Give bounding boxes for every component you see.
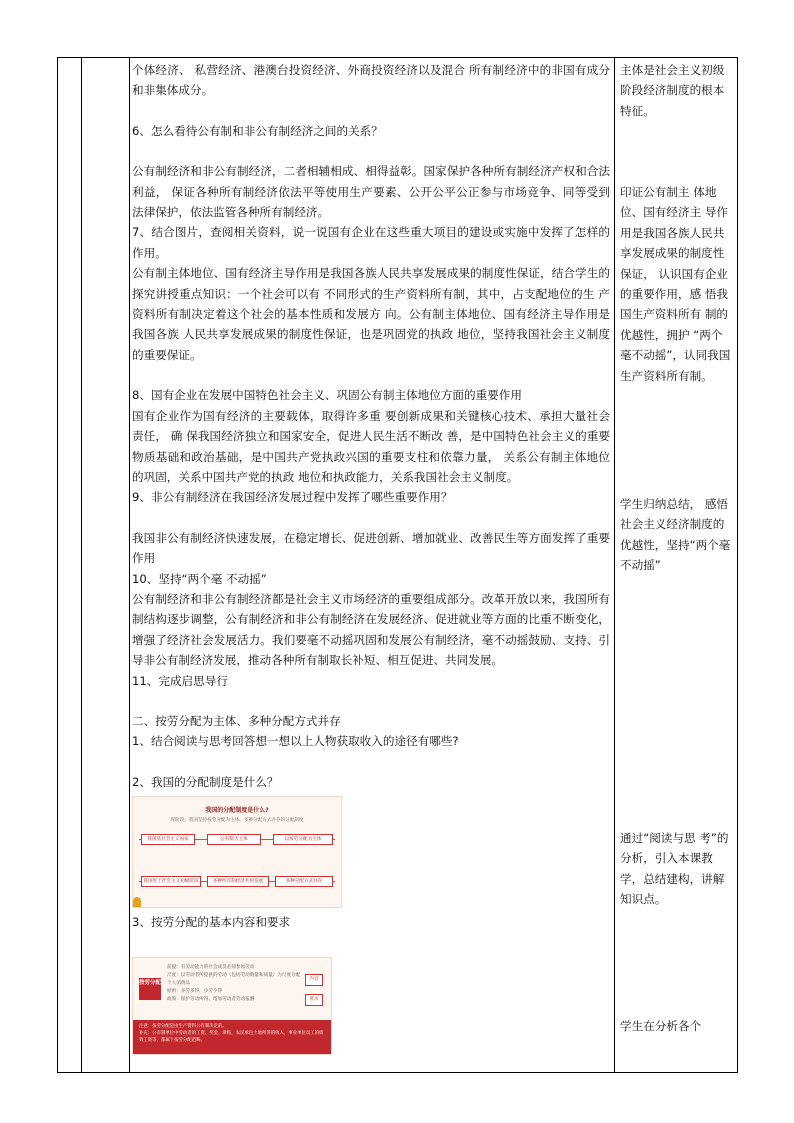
side-note-5: 学生在分析各个 [620,1019,702,1033]
figure-note: 注意：按劳分配是由生产资料公有制决定的。 [139,1023,227,1029]
side-note-1: 主体是社会主义初级阶段经济制度的根本特征。 [620,63,725,118]
figure-tag: 要求 [305,994,323,1006]
question-9: 9、非公有制经济在我国经济发展过程中发挥了哪些重要作用？ [132,490,453,505]
section-2-question-3: 3、按劳分配的基本内容和要求 [132,915,291,930]
section-2-question-1: 1、结合阅读与思考回答想一想以上人物获取收入的途径有哪些? [132,734,459,749]
answer-7: 公有制主体地位、国有经济主导作用是我国各族人民共享发展成果的制度性保证，结合学生的探究讲授重点知识：一个社会可以有 不同形式的生产资料所有制，其中，占支配地位的生 产资料所有制决定着这个社会的基本性质和发展方 向。公有制主体地位、国有经济主导作用是我国各族 人民共享发展成果的制度性保证，也是巩固党的执政 地位，坚持我国社会主义制度的重要保证。 [132,266,610,362]
figure-line: 尺度：以劳动者所提供的劳动（包括劳动数量和质量）为尺度分配个人消费品 [167,972,301,986]
figure-tag: 内容 [305,974,323,986]
figure-box: 以按劳分配为主体 [273,834,333,845]
answer-8: 国有企业作为国有经济的主要载体，取得许多重 要创新成果和关键核心技术、承担大量社会责任， 确 保我国经济独立和国家安全，促进人民生活不断改 善，是中国特色社会主义的重要物质基础和政治基础，是中国共产党执政兴国的重要支柱和依靠力量， 关系公有制主体地位的巩固，关系中国共产党的执政 地位和执政能力，关系我国社会主义制度。 [132,408,610,484]
ornament-icon [133,897,141,907]
figure-box: 我国基社会主义国家 [141,834,195,845]
figure-note: 补充：公有制单位中劳动者的工资、奖金、津贴，农民承包土地所得的收入，事业单位员工的绩效工资等，都属于按劳分配范畴。 [139,1030,324,1043]
distribution-system-figure [132,796,342,908]
section-2-heading: 二、按劳分配为主体、多种分配方式并存 [132,713,341,728]
figure-title: 我国的分配制度是什么? [205,807,269,815]
side-note-3: 学生归纳总结， 感悟社会主义经济制度的优越性，坚持“两个毫不动摇” [620,497,731,573]
intro-paragraph: 个体经济、 私营经济、港澳台投资经济、外商投资经济以及混合 所有制经济中的非国有成分和非集体成分。 [132,63,610,98]
figure-footer [133,1020,331,1054]
figure-line: 政策：保护劳动所得，增加劳动者劳动报酬 [167,996,255,1002]
figure-box: 多种分配方式并存 [275,876,333,887]
figure-box: 多种所有制经济共同发展 [207,876,269,887]
figure-lines [167,964,301,1004]
figure-box: 我国处于社会主义初级阶段 [141,876,201,887]
figure-box: 公有制为主体 [207,834,261,845]
answer-9: 我国非公有制经济快速发展，在稳定增长、促进创新、增加就业、改善民生等方面发挥了重要作用 [132,530,610,566]
answer-10: 公有制经济和非公有制经济都是社会主义市场经济的重要组成部分。改革开放以来，我国所有制结构逐步调整，公有制经济和非公有制经济在发展经济、促进就业等方面的比重不断变化，增强了经济社会发展活力。我们要毫不动摇巩固和发展公有制经济，毫不动摇鼓励、支持、引导非公有制经济发展，推动各种所有制取长补短、相互促进、共同发展。 [132,591,610,668]
figure-subtitle: 现阶段，我国坚持按劳分配为主体、多种分配方式并存的分配制度 [170,818,304,824]
answer-6: 公有制经济和非公有制经济，二者相辅相成、相得益彰。国家保护各种所有制经济产权和合法利益， 保证各种所有制经济依法平等使用生产要素、公开公平公正参与市场竞争、同等受到法律保护，依法监管各种所有制经济。 [132,164,610,220]
column-divider [614,58,615,1072]
question-10: 10、坚持“两个毫 不动摇” [132,571,267,586]
column-divider [129,58,130,1072]
side-note-2: 印证公有制主 体地位、国有经济主 导作用是我国各族人民共享发展成果的制度性保证， 认识国有企业的重要作用，感 悟我国生产资料所有 制的优越性，拥护 “两个毫不动摇”，认同我国生产资料所有制。 [620,185,731,383]
question-7: 7、结合图片，查阅相关资料，说一说国有企业在这些重大项目的建设或实施中发挥了怎样的作用。 [132,225,610,260]
figure-line: 前提：有劳动能力的社会成员必须参加劳动 [167,964,255,970]
distribution-by-work-figure [132,957,332,1055]
column-divider [81,58,82,1072]
figure-badge: 按劳分配 [139,978,161,1000]
lesson-plan-table [57,57,738,1073]
question-8: 8、国有企业在发展中国特色社会主义、巩固公有制主体地位方面的重要作用 [132,388,522,403]
question-6: 6、怎么看待公有制和非公有制经济之间的关系？ [132,123,383,138]
section-2-question-2: 2、我国的分配制度是什么？ [132,774,279,789]
figure-line: 原则：多劳多得，少劳少得 [167,988,223,994]
side-note-4: 通过“阅读与思 考”的分析，引入本课教学，总结建构，讲解 知识点。 [620,831,729,907]
question-11: 11、完成启思导行 [132,673,228,688]
teaching-content-column [132,60,610,1059]
